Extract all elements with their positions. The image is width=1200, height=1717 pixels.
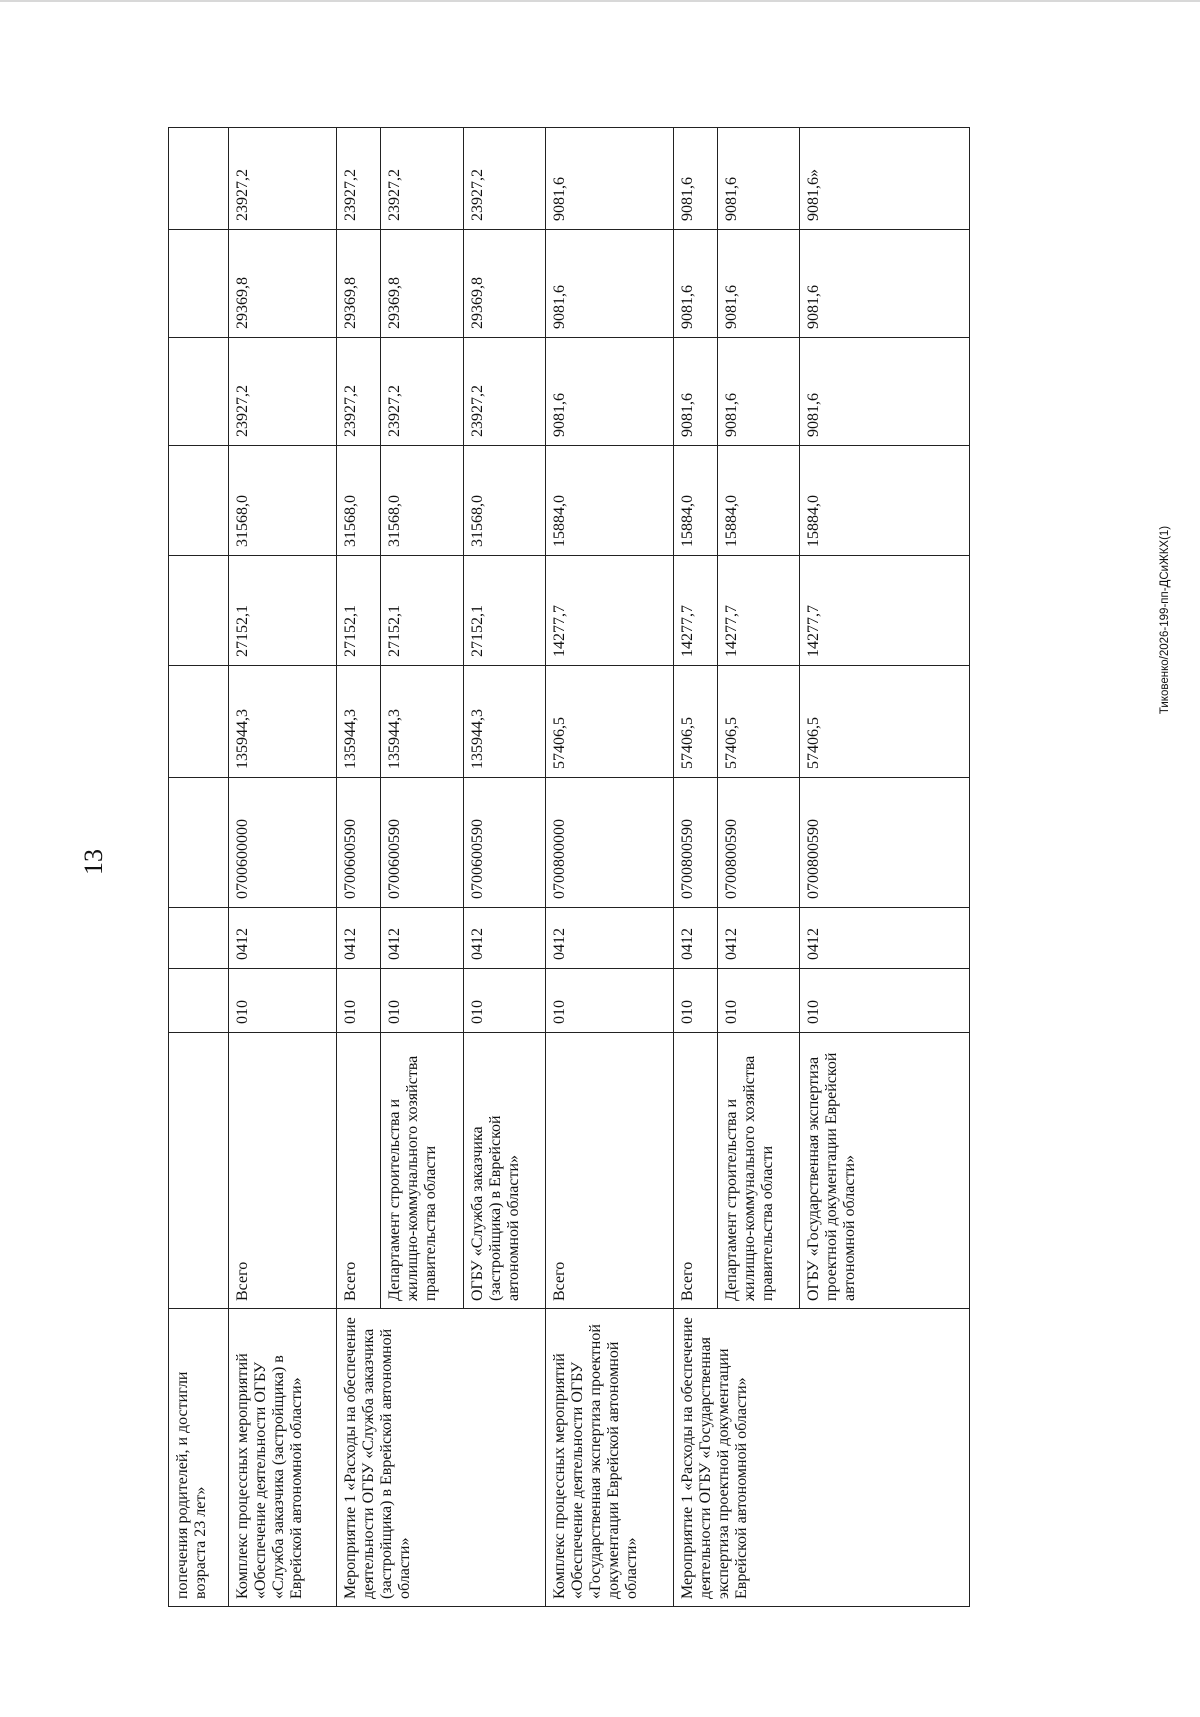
row-rz: 0412 bbox=[546, 908, 674, 969]
row-year2: 31568,0 bbox=[464, 446, 546, 556]
row-year4: 9081,6 bbox=[674, 230, 718, 338]
row-year3: 9081,6 bbox=[546, 338, 674, 446]
row-year5: 9081,6 bbox=[718, 128, 800, 230]
row-rz: 0412 bbox=[229, 908, 337, 969]
document-id: Тиковенко/2026-199-пп-ДСиЖКХ(1) bbox=[1159, 525, 1171, 715]
row-grbs: 010 bbox=[229, 969, 337, 1033]
row-total: 57406,5 bbox=[546, 666, 674, 778]
row-rz: 0412 bbox=[674, 908, 718, 969]
row-year2: 15884,0 bbox=[546, 446, 674, 556]
row-year4: 9081,6 bbox=[546, 230, 674, 338]
row-executor: Департамент строительства и жилищно-коммунального хозяйства правительства области bbox=[381, 1033, 464, 1309]
row-year3: 9081,6 bbox=[800, 338, 970, 446]
row-executor: ОГБУ «Служба заказчика (застройщика) в Еврейской автономной области» bbox=[464, 1033, 546, 1309]
table-row bbox=[169, 128, 229, 1607]
row-executor: Всего bbox=[229, 1033, 337, 1309]
budget-table bbox=[168, 127, 970, 1607]
row-year2: 15884,0 bbox=[718, 446, 800, 556]
row-year4: 29369,8 bbox=[464, 230, 546, 338]
row-csr: 0700600590 bbox=[464, 778, 546, 908]
row-grbs: 010 bbox=[381, 969, 464, 1033]
row-rz: 0412 bbox=[337, 908, 381, 969]
row-rz: 0412 bbox=[718, 908, 800, 969]
row-grbs: 010 bbox=[718, 969, 800, 1033]
row-year3: 9081,6 bbox=[718, 338, 800, 446]
row-year5: 9081,6 bbox=[546, 128, 674, 230]
row-executor: ОГБУ «Государственная экспертиза проектной документации Еврейской автономной области» bbox=[800, 1033, 970, 1309]
row-rz: 0412 bbox=[464, 908, 546, 969]
row-grbs: 010 bbox=[464, 969, 546, 1033]
row-year5: 9081,6 bbox=[674, 128, 718, 230]
document-id-margin bbox=[1143, 400, 1187, 840]
row-grbs: 010 bbox=[800, 969, 970, 1033]
row-csr: 0700800590 bbox=[718, 778, 800, 908]
row-year4: 9081,6 bbox=[718, 230, 800, 338]
row-executor: Департамент строительства и жилищно-коммунального хозяйства правительства области bbox=[718, 1033, 800, 1309]
row-total: 135944,3 bbox=[381, 666, 464, 778]
row-year4: 29369,8 bbox=[337, 230, 381, 338]
row-year2: 15884,0 bbox=[674, 446, 718, 556]
page-number: 13 bbox=[79, 849, 108, 875]
row-csr: 0700600000 bbox=[229, 778, 337, 908]
row-executor: Всего bbox=[546, 1033, 674, 1309]
row-year1: 14277,7 bbox=[546, 556, 674, 666]
row-year2: 31568,0 bbox=[381, 446, 464, 556]
row-year1: 27152,1 bbox=[337, 556, 381, 666]
row-name: Комплекс процессных мероприятий «Обеспечение деятельности ОГБУ «Государственная экспертиза проектной документации Еврейской автономной области» bbox=[546, 1309, 674, 1607]
row-total: 135944,3 bbox=[464, 666, 546, 778]
row-year3: 23927,2 bbox=[381, 338, 464, 446]
row-year4: 9081,6 bbox=[800, 230, 970, 338]
table-row bbox=[229, 128, 337, 1607]
row-year3: 23927,2 bbox=[337, 338, 381, 446]
row-executor: Всего bbox=[337, 1033, 381, 1309]
row-year1: 27152,1 bbox=[229, 556, 337, 666]
continuation-cell: попечения родителей, и достигли возраста 23 лет» bbox=[169, 1309, 229, 1607]
row-year2: 31568,0 bbox=[229, 446, 337, 556]
row-year3: 9081,6 bbox=[674, 338, 718, 446]
row-year1: 14277,7 bbox=[674, 556, 718, 666]
table-row bbox=[674, 128, 718, 1607]
row-year5: 23927,2 bbox=[464, 128, 546, 230]
row-csr: 0700800590 bbox=[674, 778, 718, 908]
row-year4: 29369,8 bbox=[381, 230, 464, 338]
row-year1: 27152,1 bbox=[381, 556, 464, 666]
row-year1: 27152,1 bbox=[464, 556, 546, 666]
row-rz: 0412 bbox=[800, 908, 970, 969]
row-year5: 23927,2 bbox=[381, 128, 464, 230]
row-total: 135944,3 bbox=[337, 666, 381, 778]
row-csr: 0700600590 bbox=[381, 778, 464, 908]
row-year5: 9081,6» bbox=[800, 128, 970, 230]
row-csr: 0700800000 bbox=[546, 778, 674, 908]
row-grbs: 010 bbox=[337, 969, 381, 1033]
row-name: Мероприятие 1 «Расходы на обеспечение деятельности ОГБУ «Служба заказчика (застройщика) в Еврейской автономной области» bbox=[337, 1309, 546, 1607]
row-year2: 31568,0 bbox=[337, 446, 381, 556]
table-row bbox=[546, 128, 674, 1607]
row-year2: 15884,0 bbox=[800, 446, 970, 556]
row-name: Мероприятие 1 «Расходы на обеспечение деятельности ОГБУ «Государственная экспертиза проектной документации Еврейской автономной области» bbox=[674, 1309, 970, 1607]
row-grbs: 010 bbox=[674, 969, 718, 1033]
row-total: 135944,3 bbox=[229, 666, 337, 778]
row-csr: 0700600590 bbox=[337, 778, 381, 908]
table-row bbox=[337, 128, 381, 1607]
row-grbs: 010 bbox=[546, 969, 674, 1033]
row-csr: 0700800590 bbox=[800, 778, 970, 908]
scan-top-edge bbox=[0, 0, 1200, 2]
rotated-table-container bbox=[168, 128, 969, 1607]
row-total: 57406,5 bbox=[674, 666, 718, 778]
row-year3: 23927,2 bbox=[464, 338, 546, 446]
row-rz: 0412 bbox=[381, 908, 464, 969]
row-executor: Всего bbox=[674, 1033, 718, 1309]
row-year1: 14277,7 bbox=[800, 556, 970, 666]
row-total: 57406,5 bbox=[718, 666, 800, 778]
row-total: 57406,5 bbox=[800, 666, 970, 778]
row-year5: 23927,2 bbox=[229, 128, 337, 230]
row-year4: 29369,8 bbox=[229, 230, 337, 338]
row-year1: 14277,7 bbox=[718, 556, 800, 666]
row-name: Комплекс процессных мероприятий «Обеспечение деятельности ОГБУ «Служба заказчика (застройщика) в Еврейской автономной области» bbox=[229, 1309, 337, 1607]
row-year3: 23927,2 bbox=[229, 338, 337, 446]
row-year5: 23927,2 bbox=[337, 128, 381, 230]
